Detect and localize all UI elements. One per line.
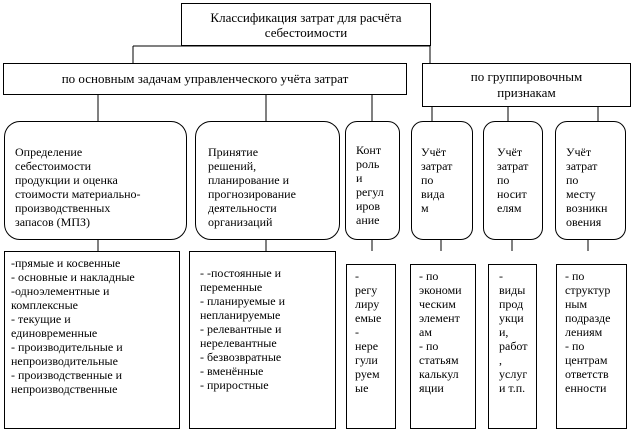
list-item: - по структур ным подразде лениям bbox=[565, 269, 611, 339]
details-box-decisions bbox=[189, 251, 336, 429]
details-box-by-type bbox=[410, 264, 476, 429]
list-item: - релевантные и нерелевантные bbox=[200, 322, 282, 350]
list-item: - приростные bbox=[200, 378, 269, 392]
list-item: - -постоянные и переменные bbox=[200, 266, 282, 294]
task-label: Учёт затрат по носит елям bbox=[497, 145, 529, 215]
details-box-control bbox=[346, 264, 396, 429]
details-list bbox=[355, 269, 391, 395]
details-box-by-place bbox=[556, 264, 627, 429]
task-box-decisions bbox=[195, 121, 340, 240]
root-title-box bbox=[181, 3, 431, 46]
details-list bbox=[11, 256, 175, 396]
list-item: - планируемые и непланируемые bbox=[200, 294, 285, 322]
task-box-control bbox=[345, 121, 400, 240]
details-list bbox=[200, 266, 331, 392]
group-box-grouping bbox=[422, 63, 631, 107]
task-box-costing bbox=[4, 121, 187, 240]
task-label: Принятие решений, планирование и прогнозирование деятельности организаций bbox=[208, 145, 296, 229]
group-label: по группировочным признакам bbox=[470, 69, 583, 100]
list-item: -одноэлементные и комплексные bbox=[11, 284, 110, 312]
list-item: - основные и накладные bbox=[11, 270, 135, 284]
task-box-by-type bbox=[411, 121, 473, 240]
task-label: Определение себестоимости продукции и оценка стоимости материально- производственных запасов (МПЗ) bbox=[15, 145, 141, 229]
details-list bbox=[419, 269, 473, 395]
details-list bbox=[565, 269, 624, 395]
details-box-costing bbox=[4, 251, 180, 429]
list-item: - текущие и единовременные bbox=[11, 312, 98, 340]
list-item: - производственные и непроизводственные bbox=[11, 368, 123, 396]
list-item: -прямые и косвенные bbox=[11, 256, 121, 270]
task-label: Учёт затрат по вида м bbox=[421, 145, 453, 215]
list-item: - виды прод укци и, работ , услуг и т.п. bbox=[499, 269, 528, 395]
details-list bbox=[499, 269, 534, 395]
list-item: - вменённые bbox=[200, 364, 264, 378]
root-title: Классификация затрат для расчёта себестоимости bbox=[210, 9, 402, 40]
task-label: Учёт затрат по месту возникн овения bbox=[566, 145, 608, 229]
list-item: - нере гули руем ые bbox=[355, 325, 380, 395]
task-box-by-place bbox=[555, 121, 626, 240]
list-item: - по статьям калькул яции bbox=[419, 339, 459, 395]
group-box-tasks bbox=[3, 63, 407, 95]
details-box-by-carrier bbox=[488, 264, 537, 429]
list-item: - безвозвратные bbox=[200, 350, 282, 364]
group-label: по основным задачам управленческого учёта затрат bbox=[61, 71, 349, 86]
list-item: - производительные и непроизводительные bbox=[11, 340, 123, 368]
list-item: - по экономи ческим элемент ам bbox=[419, 269, 462, 339]
task-label: Конт роль и регул иров ание bbox=[356, 143, 384, 227]
list-item: - по центрам ответств енности bbox=[565, 339, 609, 395]
task-box-by-carrier bbox=[483, 121, 543, 240]
list-item: - регу лиру емые bbox=[355, 269, 382, 325]
